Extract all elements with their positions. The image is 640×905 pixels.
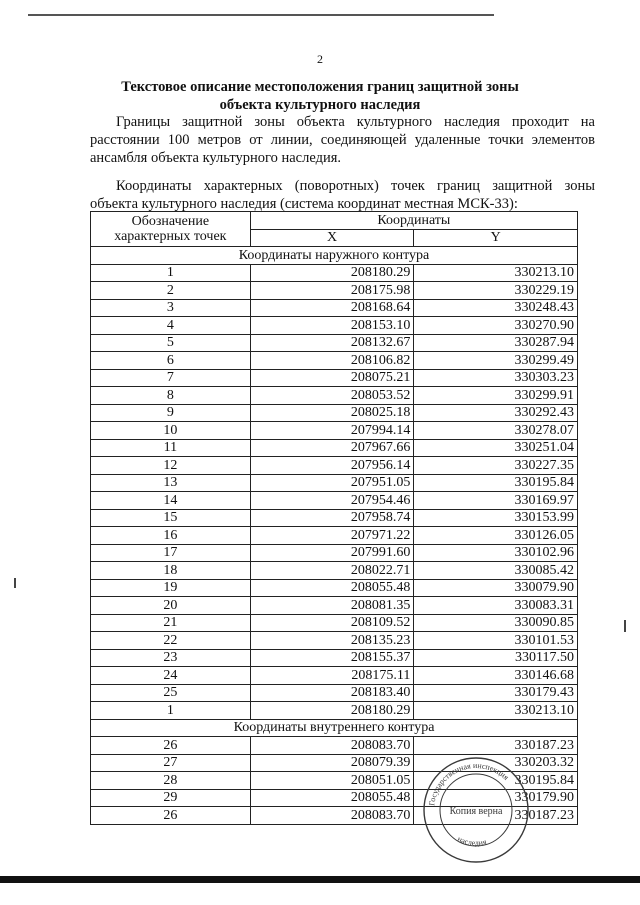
x-coordinate-cell: 208109.52 bbox=[250, 614, 414, 632]
point-number-cell: 1 bbox=[91, 264, 251, 282]
y-coordinate-cell: 330117.50 bbox=[414, 649, 578, 667]
y-coordinate-cell: 330169.97 bbox=[414, 492, 578, 510]
point-number-cell: 13 bbox=[91, 474, 251, 492]
table-row bbox=[91, 527, 578, 545]
point-number-cell: 27 bbox=[91, 754, 251, 772]
table-row bbox=[91, 579, 578, 597]
table-header-row bbox=[91, 212, 578, 230]
point-number-cell: 24 bbox=[91, 667, 251, 685]
x-coordinate-cell: 208083.70 bbox=[250, 807, 414, 825]
header-coordinates: Координаты bbox=[250, 212, 577, 230]
x-coordinate-cell: 208053.52 bbox=[250, 387, 414, 405]
y-coordinate-cell: 330248.43 bbox=[414, 299, 578, 317]
x-coordinate-cell: 207971.22 bbox=[250, 527, 414, 545]
x-coordinate-cell: 208055.48 bbox=[250, 789, 414, 807]
table-row bbox=[91, 387, 578, 405]
description-paragraph: Границы защитной зоны объекта культурного наследия проходит на расстоянии 100 метров от линии, соединяющей удаленные точки элементов ансамбля объекта культурного наследия. bbox=[90, 114, 595, 166]
x-coordinate-cell: 207954.46 bbox=[250, 492, 414, 510]
point-number-cell: 19 bbox=[91, 579, 251, 597]
y-coordinate-cell: 330126.05 bbox=[414, 527, 578, 545]
x-coordinate-cell: 208079.39 bbox=[250, 754, 414, 772]
point-number-cell: 1 bbox=[91, 702, 251, 720]
y-coordinate-cell: 330251.04 bbox=[414, 439, 578, 457]
x-coordinate-cell: 207994.14 bbox=[250, 422, 414, 440]
table-row bbox=[91, 457, 578, 475]
section-header-row bbox=[91, 247, 578, 265]
y-coordinate-cell: 330213.10 bbox=[414, 264, 578, 282]
x-coordinate-cell: 208051.05 bbox=[250, 772, 414, 790]
x-coordinate-cell: 208083.70 bbox=[250, 737, 414, 755]
page-number: 2 bbox=[317, 52, 323, 66]
point-number-cell: 8 bbox=[91, 387, 251, 405]
y-coordinate-cell: 330195.84 bbox=[414, 474, 578, 492]
y-coordinate-cell: 330299.49 bbox=[414, 352, 578, 370]
y-coordinate-cell: 330227.35 bbox=[414, 457, 578, 475]
x-coordinate-cell: 208155.37 bbox=[250, 649, 414, 667]
y-coordinate-cell: 330101.53 bbox=[414, 632, 578, 650]
point-number-cell: 3 bbox=[91, 299, 251, 317]
coordinates-table bbox=[90, 211, 578, 825]
x-coordinate-cell: 207956.14 bbox=[250, 457, 414, 475]
x-coordinate-cell: 207958.74 bbox=[250, 509, 414, 527]
point-number-cell: 26 bbox=[91, 807, 251, 825]
official-stamp bbox=[420, 752, 532, 864]
table-row bbox=[91, 369, 578, 387]
table-row bbox=[91, 562, 578, 580]
stamp-text-center: Копия верна bbox=[449, 806, 503, 817]
point-number-cell: 5 bbox=[91, 334, 251, 352]
x-coordinate-cell: 208055.48 bbox=[250, 579, 414, 597]
table-row bbox=[91, 299, 578, 317]
y-coordinate-cell: 330146.68 bbox=[414, 667, 578, 685]
point-number-cell: 9 bbox=[91, 404, 251, 422]
y-coordinate-cell: 330195.84 bbox=[414, 772, 578, 790]
document-title bbox=[0, 78, 640, 114]
scan-edge-mark bbox=[14, 578, 16, 588]
y-coordinate-cell: 330179.43 bbox=[414, 684, 578, 702]
point-number-cell: 14 bbox=[91, 492, 251, 510]
table-row bbox=[91, 317, 578, 335]
y-coordinate-cell: 330153.99 bbox=[414, 509, 578, 527]
point-number-cell: 23 bbox=[91, 649, 251, 667]
x-coordinate-cell: 208175.11 bbox=[250, 667, 414, 685]
y-coordinate-cell: 330083.31 bbox=[414, 597, 578, 615]
y-coordinate-cell: 330299.91 bbox=[414, 387, 578, 405]
point-number-cell: 12 bbox=[91, 457, 251, 475]
y-coordinate-cell: 330102.96 bbox=[414, 544, 578, 562]
y-coordinate-cell: 330278.07 bbox=[414, 422, 578, 440]
title-line-1: Текстовое описание местоположения границ защитной зоны bbox=[121, 79, 519, 95]
y-coordinate-cell: 330187.23 bbox=[414, 807, 578, 825]
table-row bbox=[91, 282, 578, 300]
x-coordinate-cell: 208180.29 bbox=[250, 702, 414, 720]
x-coordinate-cell: 208183.40 bbox=[250, 684, 414, 702]
table-row bbox=[91, 614, 578, 632]
x-coordinate-cell: 208168.64 bbox=[250, 299, 414, 317]
table-row bbox=[91, 597, 578, 615]
x-coordinate-cell: 207991.60 bbox=[250, 544, 414, 562]
point-number-cell: 22 bbox=[91, 632, 251, 650]
header-x: X bbox=[250, 229, 414, 247]
y-coordinate-cell: 330187.23 bbox=[414, 737, 578, 755]
point-number-cell: 10 bbox=[91, 422, 251, 440]
x-coordinate-cell: 208025.18 bbox=[250, 404, 414, 422]
y-coordinate-cell: 330213.10 bbox=[414, 702, 578, 720]
y-coordinate-cell: 330303.23 bbox=[414, 369, 578, 387]
x-coordinate-cell: 208075.21 bbox=[250, 369, 414, 387]
table-row bbox=[91, 334, 578, 352]
table-row bbox=[91, 474, 578, 492]
y-coordinate-cell: 330292.43 bbox=[414, 404, 578, 422]
point-number-cell: 21 bbox=[91, 614, 251, 632]
table-row bbox=[91, 509, 578, 527]
table-row bbox=[91, 684, 578, 702]
title-line-2: объекта культурного наследия bbox=[219, 97, 421, 113]
header-y: Y bbox=[414, 229, 578, 247]
x-coordinate-cell: 208106.82 bbox=[250, 352, 414, 370]
table-row bbox=[91, 264, 578, 282]
table-row bbox=[91, 352, 578, 370]
table-row bbox=[91, 667, 578, 685]
point-number-cell: 4 bbox=[91, 317, 251, 335]
y-coordinate-cell: 330079.90 bbox=[414, 579, 578, 597]
point-number-cell: 28 bbox=[91, 772, 251, 790]
point-number-cell: 29 bbox=[91, 789, 251, 807]
x-coordinate-cell: 208022.71 bbox=[250, 562, 414, 580]
section-header-row bbox=[91, 719, 578, 737]
point-number-cell: 17 bbox=[91, 544, 251, 562]
table-row bbox=[91, 439, 578, 457]
table-row bbox=[91, 649, 578, 667]
x-coordinate-cell: 208153.10 bbox=[250, 317, 414, 335]
point-number-cell: 2 bbox=[91, 282, 251, 300]
table-row bbox=[91, 422, 578, 440]
header-point-designation: Обозначение характерных точек bbox=[91, 212, 251, 247]
coordinates-intro-paragraph: Координаты характерных (поворотных) точек границ защитной зоны объекта культурного наследия (система координат местная МСК-33): bbox=[90, 178, 595, 212]
table-row bbox=[91, 632, 578, 650]
x-coordinate-cell: 208180.29 bbox=[250, 264, 414, 282]
x-coordinate-cell: 208135.23 bbox=[250, 632, 414, 650]
y-coordinate-cell: 330287.94 bbox=[414, 334, 578, 352]
point-number-cell: 6 bbox=[91, 352, 251, 370]
point-number-cell: 25 bbox=[91, 684, 251, 702]
table-row bbox=[91, 544, 578, 562]
section-title: Координаты внутреннего контура bbox=[91, 719, 578, 737]
table-row bbox=[91, 492, 578, 510]
x-coordinate-cell: 208175.98 bbox=[250, 282, 414, 300]
table-row bbox=[91, 404, 578, 422]
point-number-cell: 15 bbox=[91, 509, 251, 527]
stamp-text-bottom: наследия bbox=[455, 834, 488, 848]
point-number-cell: 20 bbox=[91, 597, 251, 615]
x-coordinate-cell: 208081.35 bbox=[250, 597, 414, 615]
y-coordinate-cell: 330179.90 bbox=[414, 789, 578, 807]
section-title: Координаты наружного контура bbox=[91, 247, 578, 265]
coordinates-table-body bbox=[91, 212, 578, 825]
point-number-cell: 26 bbox=[91, 737, 251, 755]
y-coordinate-cell: 330203.32 bbox=[414, 754, 578, 772]
y-coordinate-cell: 330270.90 bbox=[414, 317, 578, 335]
point-number-cell: 16 bbox=[91, 527, 251, 545]
y-coordinate-cell: 330090.85 bbox=[414, 614, 578, 632]
stamp-text-top: Государственная инспекция bbox=[427, 760, 511, 807]
table-row bbox=[91, 702, 578, 720]
point-number-cell: 18 bbox=[91, 562, 251, 580]
y-coordinate-cell: 330229.19 bbox=[414, 282, 578, 300]
y-coordinate-cell: 330085.42 bbox=[414, 562, 578, 580]
top-scan-line bbox=[28, 14, 494, 16]
scan-edge-mark bbox=[624, 620, 626, 632]
x-coordinate-cell: 207967.66 bbox=[250, 439, 414, 457]
point-number-cell: 7 bbox=[91, 369, 251, 387]
x-coordinate-cell: 207951.05 bbox=[250, 474, 414, 492]
point-number-cell: 11 bbox=[91, 439, 251, 457]
bottom-scan-border bbox=[0, 876, 640, 883]
x-coordinate-cell: 208132.67 bbox=[250, 334, 414, 352]
